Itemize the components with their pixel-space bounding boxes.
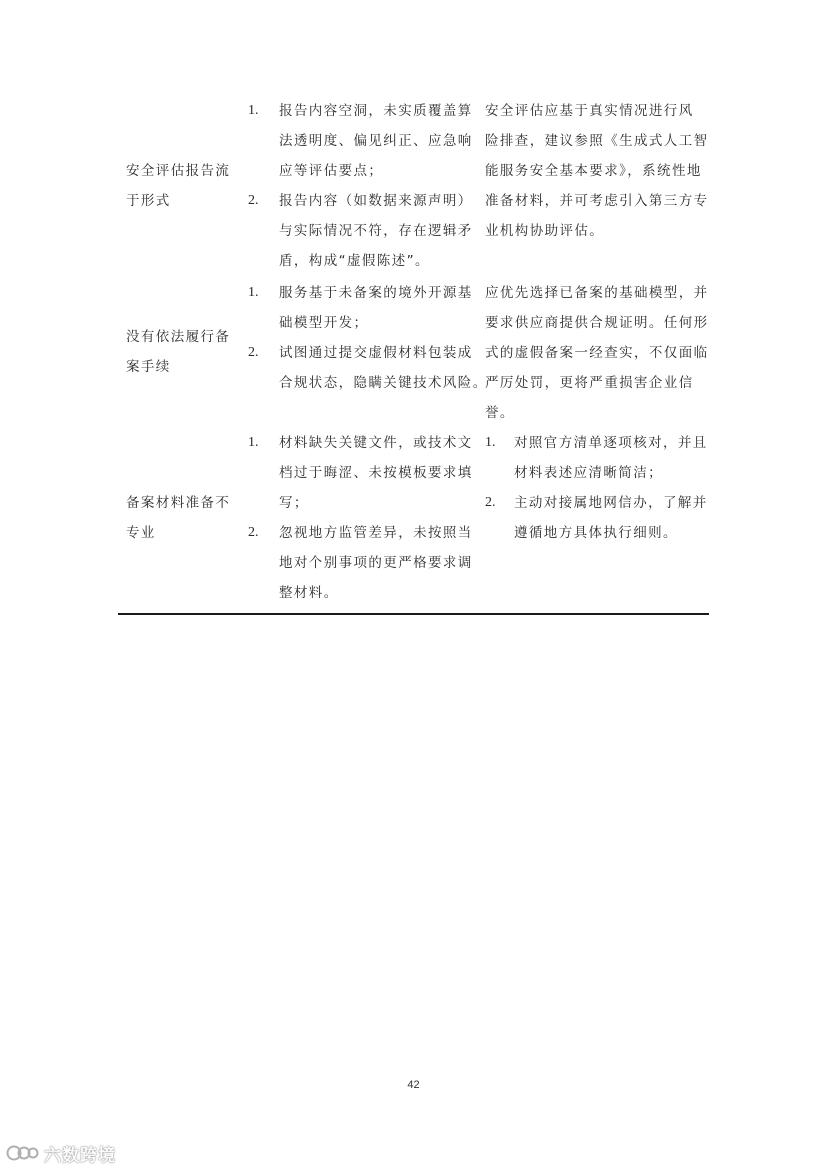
list-number: 1.: [248, 435, 259, 450]
advice-item: 对照官方清单逐项核对，并且 材料表述应清晰简洁；: [514, 435, 708, 481]
table-bottom-rule: [118, 613, 709, 615]
issue-cell: 没有依法履行备 案手续: [126, 329, 231, 375]
cause-item: 报告内容（如数据来源声明） 与实际情况不符，存在逻辑矛 盾，构成“虚假陈述”。: [279, 193, 473, 269]
cause-item: 材料缺失关键文件，或技术文 档过于晦涩、未按模板要求填 写；: [279, 435, 473, 511]
advice-item: 主动对接属地网信办，了解并 遵循地方具体执行细则。: [514, 495, 708, 541]
cause-item: 忽视地方监管差异，未按照当 地对个别事项的更严格要求调 整材料。: [279, 525, 473, 601]
cause-item: 报告内容空洞，未实质覆盖算 法透明度、偏见纠正、应急响 应等评估要点；: [279, 103, 473, 179]
list-number: 2.: [248, 193, 259, 208]
list-number: 2.: [248, 525, 259, 540]
page-number: 42: [407, 1079, 420, 1091]
advice-cell: 应优先选择已备案的基础模型，并 要求供应商提供合规证明。任何形 式的虚假备案一经查实，不仅面临 严厉处罚，更将严重损害企业信 誉。: [485, 285, 709, 421]
list-number: 1.: [248, 285, 259, 300]
cause-item: 试图通过提交虚假材料包装成 合规状态，隐瞒关键技术风险。: [279, 345, 488, 391]
watermark: [6, 1140, 116, 1166]
advice-cell: 安全评估应基于真实情况进行风 险排查，建议参照《生成式人工智 能服务安全基本要求》，系统性地 准备材料，并可考虑引入第三方专 业机构协助评估。: [485, 103, 709, 239]
issue-cell: 安全评估报告流 于形式: [126, 163, 231, 209]
issue-cell: 备案材料准备不 专业: [126, 495, 231, 541]
watermark-logo-icon: [6, 1142, 40, 1164]
list-number: 2.: [485, 495, 496, 510]
cause-item: 服务基于未备案的境外开源基 础模型开发；: [279, 285, 473, 331]
watermark-text: 六数跨境: [44, 1145, 116, 1166]
list-number: 1.: [485, 435, 496, 450]
list-number: 1.: [248, 103, 259, 118]
list-number: 2.: [248, 345, 259, 360]
